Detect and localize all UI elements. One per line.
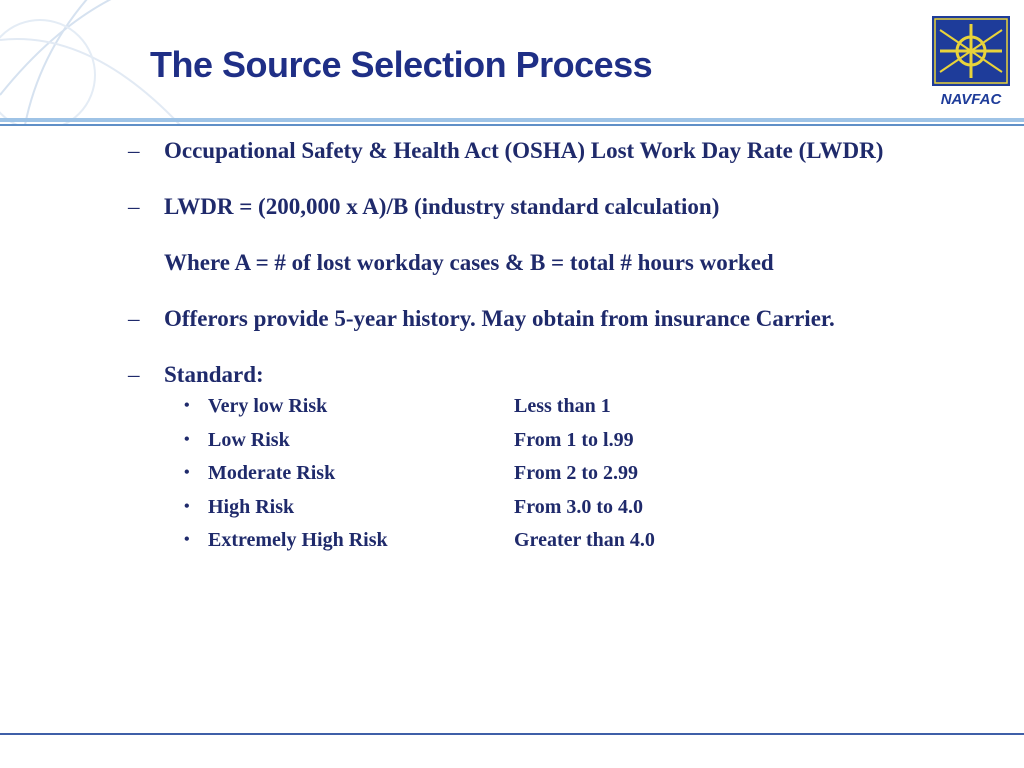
risk-level: High Risk — [208, 495, 295, 518]
dash-marker — [128, 248, 164, 277]
standard-label: Standard: — [164, 362, 264, 387]
bullet-text: Occupational Safety & Health Act (OSHA) Lost Work Day Rate (LWDR) — [164, 138, 884, 163]
risk-level: Moderate Risk — [208, 462, 336, 484]
bullet-dot: • — [184, 464, 190, 481]
bullet-offerors-history — [128, 304, 978, 333]
risk-item — [184, 494, 978, 520]
slide-content — [128, 136, 978, 561]
bullet-standard — [128, 360, 978, 389]
logo-text: NAVFAC — [940, 91, 1002, 108]
bullet-dot: • — [184, 397, 190, 414]
risk-range: Less than 1 — [514, 395, 611, 417]
dash-marker: – — [128, 194, 140, 219]
bullet-text: Where A = # of lost workday cases & B = total # hours worked — [164, 250, 774, 275]
risk-item — [184, 393, 978, 419]
dash-marker: – — [128, 362, 140, 387]
risk-level: Very low Risk — [208, 395, 328, 417]
risk-level: Extremely High Risk — [208, 529, 388, 551]
risk-item — [184, 460, 978, 486]
risk-item — [184, 527, 978, 553]
risk-range: From 1 to l.99 — [514, 428, 634, 451]
header-rule-secondary — [0, 124, 1024, 126]
bullet-lwdr-formula — [128, 192, 978, 221]
header-rule — [0, 118, 1024, 122]
bullet-formula-definition — [128, 248, 978, 277]
footer-rule — [0, 733, 1024, 735]
risk-list — [184, 393, 978, 553]
risk-item — [184, 427, 978, 453]
bullet-dot: • — [184, 531, 190, 548]
dash-marker: – — [128, 138, 140, 163]
risk-level: Low Risk — [208, 428, 290, 451]
risk-range: From 2 to 2.99 — [514, 462, 639, 484]
bullet-dot: • — [184, 430, 190, 448]
risk-range: Greater than 4.0 — [514, 529, 655, 551]
bullet-text: LWDR = (200,000 x A)/B (industry standard calculation) — [164, 194, 720, 219]
page-title: The Source Selection Process — [150, 44, 653, 85]
navfac-logo — [932, 16, 1010, 108]
bullet-dot: • — [184, 497, 190, 515]
bullet-osha — [128, 136, 978, 165]
bullet-text: Offerors provide 5-year history. May obtain from insurance Carrier. — [164, 306, 835, 331]
dash-marker: – — [128, 306, 140, 331]
risk-range: From 3.0 to 4.0 — [514, 495, 644, 518]
